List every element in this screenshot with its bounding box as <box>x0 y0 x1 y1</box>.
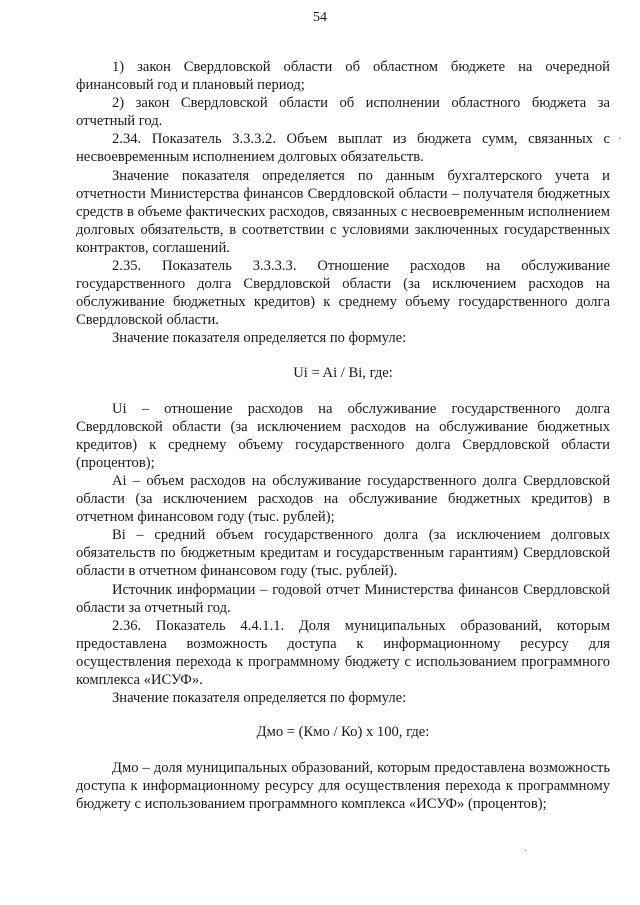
paragraph-law-budget: 1) закон Свердловской области об областном бюджете на очередной финансовый год и плановый период; <box>76 59 610 94</box>
scan-speck: · <box>618 134 622 145</box>
document-body <box>76 58 610 814</box>
definition-dmo: Дмо – доля муниципальных образований, которым предоставлена возможность доступа к информационному ресурсу для осуществления перехода к программному бюджету с использованием программного комплекса «ИСУФ» (процентов); <box>76 760 610 813</box>
paragraph-law-execution: 2) закон Свердловской области об исполнении областного бюджета за отчетный год. <box>76 95 610 130</box>
paragraph-indicator-value-source: Значение показателя определяется по данным бухгалтерского учета и отчетности Министерства финансов Свердловской области – получателя бюджетных средств в объеме фактических расходов, связанных с несвоевременным исполнением долговых обязательств, в соответствии с условиями заключенных государственных контрактов, соглашений. <box>76 167 610 256</box>
paragraph-indicator-3-3-3-3: 2.35. Показатель 3.3.3.3. Отношение расходов на обслуживание государственного долга Свердловской области (за исключением расходов на обслуживание бюджетных кредитов) к среднему объему государственного долга Свердловской области. <box>76 258 610 329</box>
paragraph-indicator-3-3-3-2: 2.34. Показатель 3.3.3.2. Объем выплат из бюджета сумм, связанных с несвоевременным исполнением долговых обязательств. <box>76 131 610 166</box>
definition-bi: Bi – средний объем государственного долга (за исключением долговых обязательств по бюджетным кредитам и государственным гарантиям) Свердловской области в отчетном финансовом году (тыс. рублей). <box>76 527 610 580</box>
paragraph-indicator-4-4-1-1: 2.36. Показатель 4.4.1.1. Доля муниципальных образований, которым предоставлена возможность доступа к информационному ресурсу для осуществления перехода к программному бюджету с использованием программного комплекса «ИСУФ». <box>76 617 610 688</box>
paragraph-formula-intro-2: Значение показателя определяется по формуле: <box>112 690 407 707</box>
paragraph-information-source: Источник информации – годовой отчет Министерства финансов Свердловской области за отчетный год. <box>76 581 610 616</box>
definition-ai: Ai – объем расходов на обслуживание государственного долга Свердловской области (за исключением расходов на обслуживание бюджетных кредитов) в отчетном финансовом году (тыс. рублей); <box>76 472 610 526</box>
paragraph-formula-intro-1: Значение показателя определяется по формуле: <box>112 330 407 347</box>
formula-dmo: Дмо = (Кмо / Ко) х 100, где: <box>256 724 430 741</box>
formula-ui: Ui = Ai / Bi, где: <box>293 364 393 381</box>
scan-speck: · <box>524 846 528 857</box>
page-number: 54 <box>313 10 327 25</box>
definition-ui: Ui – отношение расходов на обслуживание государственного долга Свердловской области (за исключением расходов на обслуживание бюджетных кредитов) к среднему объему государственного долга Свердловской области (процентов); <box>76 400 610 471</box>
